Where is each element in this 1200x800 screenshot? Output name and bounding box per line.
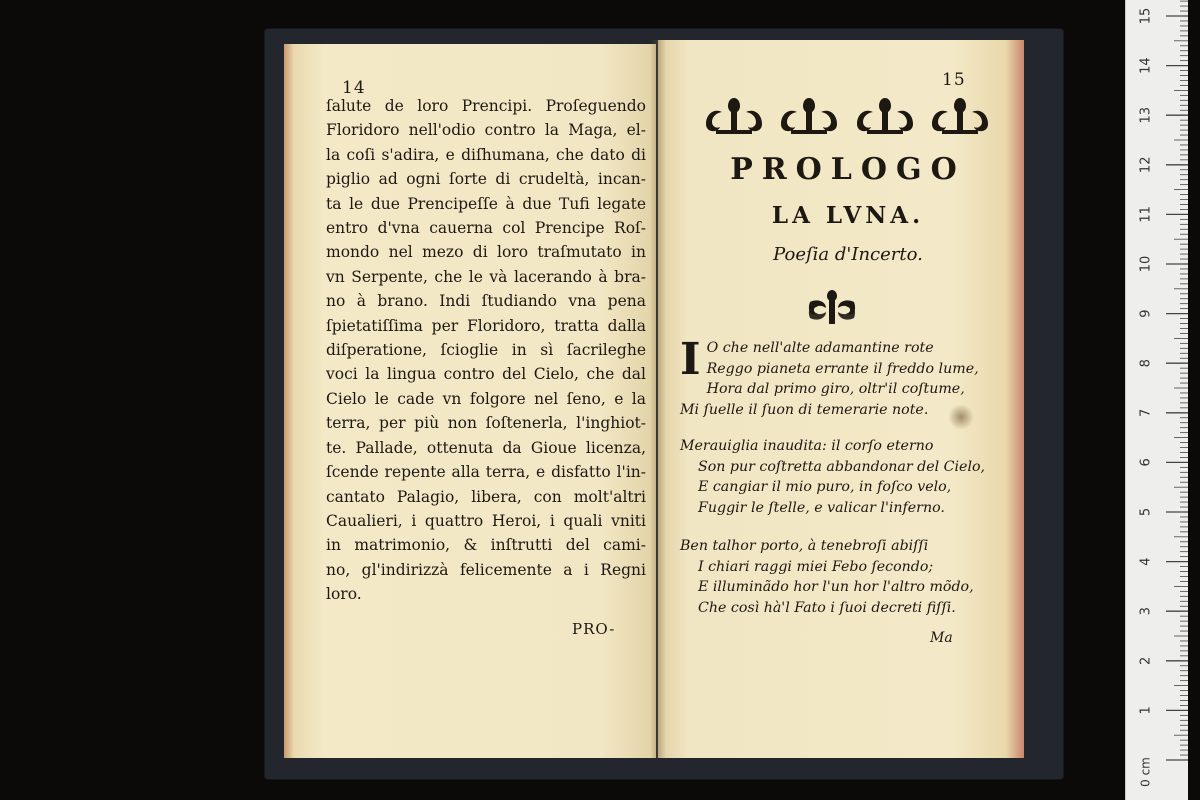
ruler-number: 11 [1138, 206, 1154, 223]
text-line: piglio ad ogni ſorte di crudeltà, incan- [326, 170, 646, 189]
ruler-number: 9 [1138, 309, 1154, 318]
ruler-number: 5 [1138, 507, 1154, 517]
verse-line: Che così hà'l Fato i ſuoi decreti fiſſi. [698, 599, 956, 616]
fleuron-ornament-icon [777, 94, 841, 136]
fleuron-ornament-icon [853, 94, 917, 136]
text-line: no à brano. Indi ſtudiando vna pena [326, 292, 646, 311]
verse-line: I chiari raggi miei Febo ſecondo; [698, 558, 934, 575]
page-number-left: 14 [342, 78, 366, 98]
fleuron-ornament-icon [804, 288, 860, 328]
ruler-number: 4 [1138, 557, 1154, 566]
ruler-unit-label: 0 cm [1138, 757, 1153, 787]
text-line: ſpietatiſſima per Floridoro, tratta dalla [326, 316, 646, 335]
prologue-title: PROLOGO [730, 152, 966, 187]
catchword-right: Ma [930, 630, 953, 646]
fleuron-ornament-icon [928, 94, 992, 136]
ruler-number: 6 [1138, 458, 1154, 467]
poem-attribution: Poeſia d'Incerto. [773, 244, 923, 265]
ink-stain [948, 404, 974, 430]
catchword-left: PRO- [572, 620, 616, 638]
text-line: la coſi s'adira, e diſhumana, che dato di [326, 145, 646, 164]
fleuron-ornament-icon [702, 94, 766, 136]
center-ornament [804, 288, 860, 328]
ruler-number: 10 [1138, 255, 1154, 273]
text-line: loro. [326, 585, 362, 604]
text-line: ſcende repente alla terra, e disfatto l'in- [326, 463, 646, 482]
text-line: ta le due Prencipeſſe à due Tufi legate [326, 194, 646, 213]
verse-line: Hora dal primo giro, oltr'il coſtume, [706, 381, 965, 397]
text-line: te. Pallade, ottenuta da Gioue licenza, [326, 438, 646, 457]
ruler-number: 2 [1138, 656, 1154, 665]
verse-line: E illuminãdo hor l'un hor l'altro mõdo, [698, 579, 974, 595]
text-line: entro d'vna cauerna col Prencipe Roſ- [326, 219, 646, 238]
text-line: Caualieri, i quattro Heroi, i quali vniti [326, 511, 646, 530]
text-line: diſperatione, ſcioglie in sì ſacrileghe [326, 341, 646, 360]
text-line: ſalute de loro Prencipi. Proſeguendo [326, 97, 646, 115]
verse-line: Son pur coſtretta abbandonar del Cielo, [698, 458, 986, 475]
verse-line: Fuggir le ſtelle, e valicar l'inferno. [698, 499, 945, 516]
text-line: voci la lingua contro del Cielo, che dal [326, 365, 646, 384]
ruler-number: 3 [1138, 607, 1154, 616]
stanza-2 [680, 436, 1000, 518]
left-page-text [326, 94, 646, 607]
text-line: in matrimonio, & inſtrutti del cami- [326, 536, 646, 555]
book-gutter [650, 40, 666, 758]
verse-line: E cangiar il mio puro, in foſco velo, [698, 479, 952, 495]
text-line: vn Serpente, che le và lacerando à bra- [326, 267, 646, 286]
prologue-subtitle: LA LVNA. [771, 202, 925, 229]
text-line: terra, per più non ſoſtenerla, l'inghiot- [326, 414, 646, 433]
verse-line: Mi ſuelle il ſuon di temerarie note. [680, 401, 929, 418]
ruler-number: 15 [1138, 7, 1154, 25]
stanza-3 [680, 536, 1000, 618]
verse-line: Ben talhor porto, à tenebroſi abiſſi [680, 538, 929, 554]
text-line: mondo nel mezo di loro traſmutato in [326, 243, 646, 262]
text-line: cantato Palagio, libera, con molt'altri [326, 487, 646, 506]
ruler-number: 13 [1138, 106, 1154, 124]
text-line: Floridoro nell'odio contro la Maga, el- [326, 121, 646, 140]
text-line: Cielo le cade vn folgore nel ſeno, e la [326, 389, 646, 408]
right-page [658, 40, 1024, 758]
verse-line: Reggo pianeta errante il freddo lume, [706, 360, 979, 377]
left-page [284, 44, 656, 758]
measuring-ruler [1125, 0, 1188, 800]
headpiece-ornament [702, 94, 992, 136]
drop-cap: I [680, 334, 701, 385]
verse-line: O che nell'alte adamantine rote [706, 340, 934, 356]
ruler-number: 14 [1138, 57, 1154, 74]
ruler-number: 7 [1138, 408, 1154, 417]
ruler-number: 1 [1138, 706, 1154, 715]
text-line: no, gl'indirizzà felicemente a i Regni [326, 560, 646, 579]
page-number-right: 15 [942, 70, 966, 90]
verse-line: Merauiglia inaudita: il corſo eterno [680, 438, 934, 454]
ruler-number: 12 [1138, 156, 1154, 174]
ruler-number: 8 [1138, 359, 1154, 368]
